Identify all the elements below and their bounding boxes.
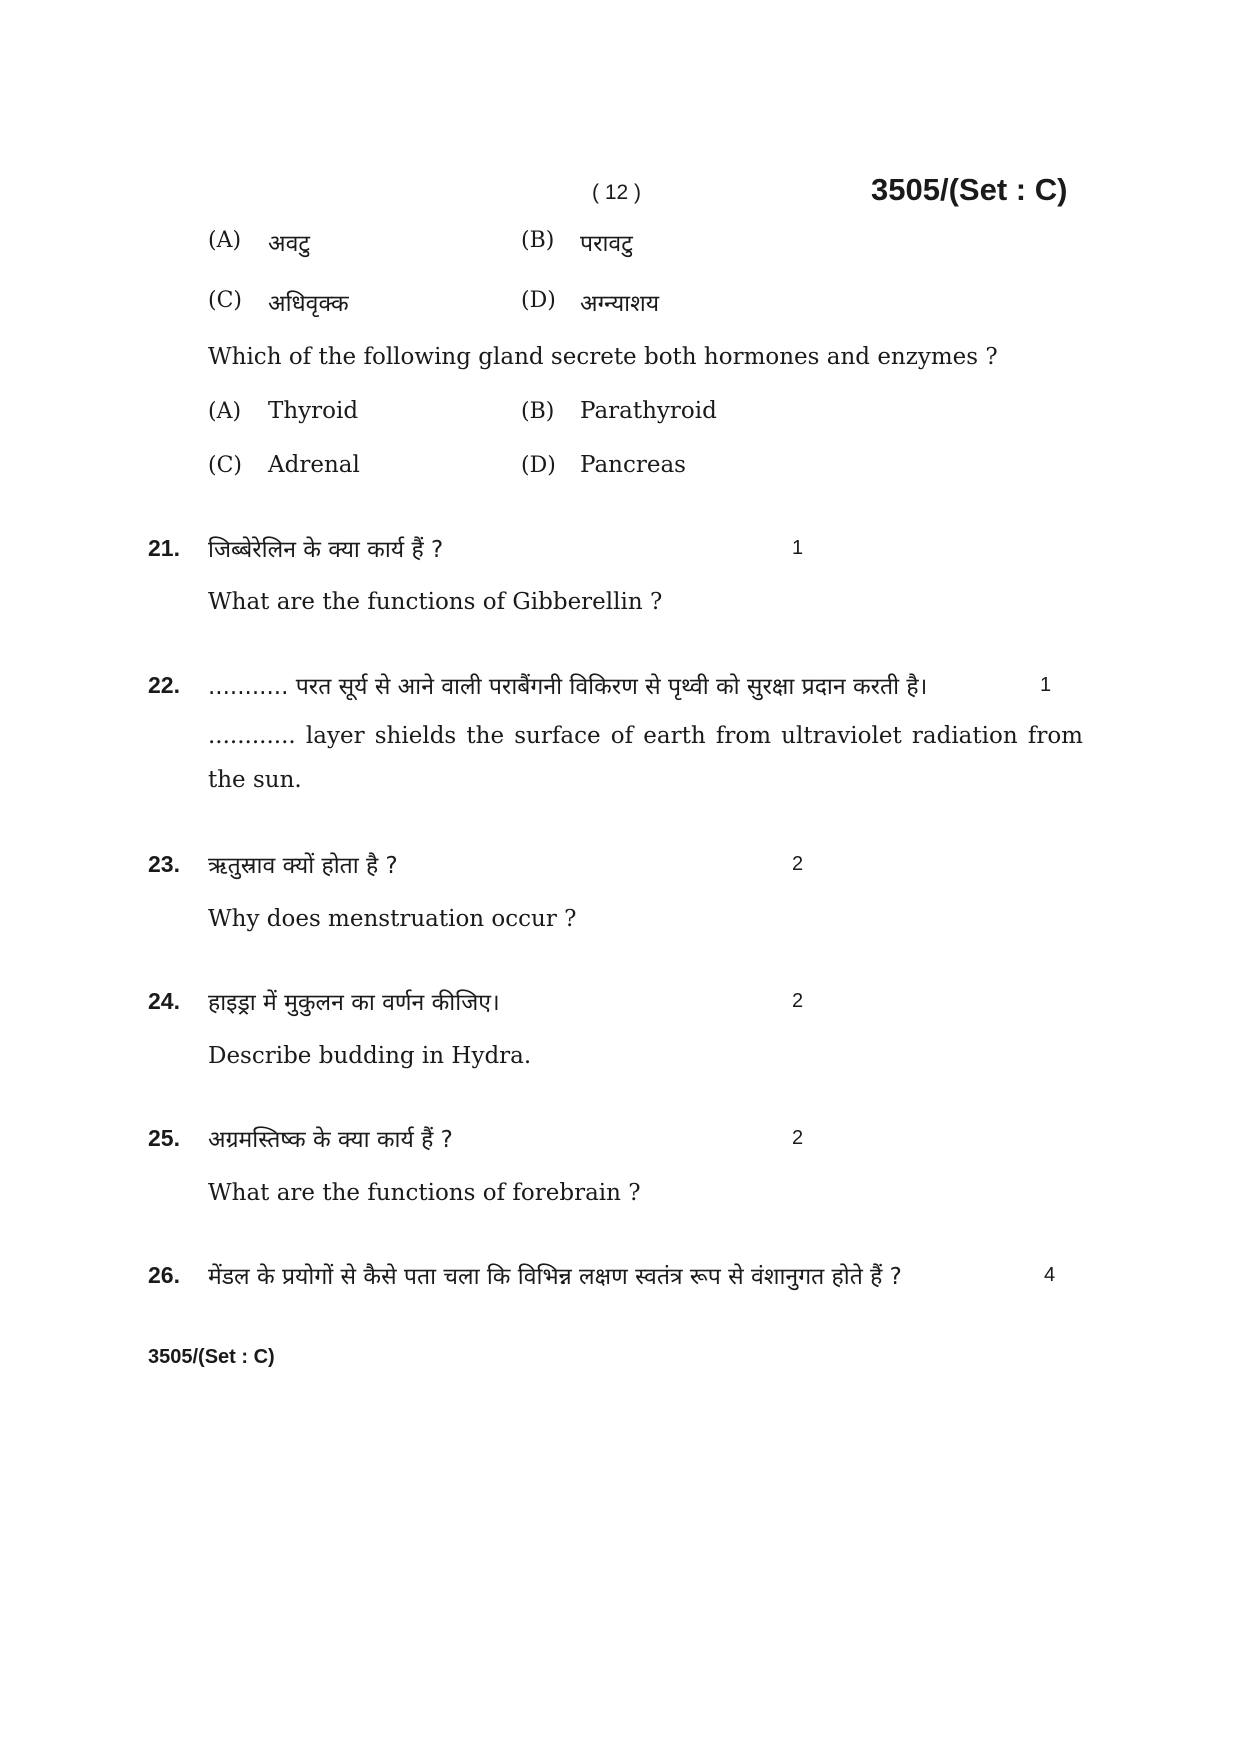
paper-code-header: 3505/(Set : C) (871, 172, 1068, 207)
question-text-en: What are the functions of forebrain ? (208, 1180, 641, 1206)
option-text-en: Parathyroid (580, 398, 717, 424)
question-text-hi: ........... परत सूर्य से आने वाली पराबैंगनी विकिरण से पृथ्वी को सुरक्षा प्रदान करती है। (208, 674, 928, 700)
question-text-hi: ऋतुस्राव क्यों होता है ? (208, 853, 398, 879)
option-text-hi: अग्न्याशय (580, 291, 660, 317)
question-marks: 1 (792, 537, 804, 559)
option-label: (D) (521, 288, 556, 313)
question-number: 21. (148, 535, 180, 561)
option-label: (D) (521, 453, 556, 478)
option-text-en: Pancreas (580, 452, 686, 478)
question-marks: 4 (1044, 1264, 1056, 1286)
option-label: (A) (208, 399, 242, 424)
page-number: ( 12 ) (592, 181, 642, 204)
question-number: 22. (148, 672, 180, 698)
option-label: (B) (521, 399, 555, 424)
question-text-hi: मेंडल के प्रयोगों से कैसे पता चला कि विभिन्न लक्षण स्वतंत्र रूप से वंशानुगत होते हैं ? (208, 1264, 902, 1290)
question-text-en: Which of the following gland secrete both hormones and enzymes ? (208, 344, 998, 370)
option-text-en: Thyroid (268, 398, 359, 424)
question-text-hi: जिब्बेरेलिन के क्या कार्य हैं ? (208, 537, 444, 563)
question-marks: 2 (792, 990, 804, 1012)
question-marks: 2 (792, 1127, 804, 1149)
option-label: (A) (208, 228, 242, 253)
question-text-en: Describe budding in Hydra. (208, 1043, 532, 1069)
question-number: 25. (148, 1125, 180, 1151)
question-number: 24. (148, 988, 180, 1014)
question-text-en: ............ layer shields the surface of earth from ultraviolet radiation from the sun. (208, 723, 1083, 793)
question-text-en: What are the functions of Gibberellin ? (208, 589, 663, 615)
option-label: (C) (208, 288, 242, 313)
question-marks: 2 (792, 853, 804, 875)
option-text-en: Adrenal (268, 452, 360, 478)
question-text-en: Why does menstruation occur ? (208, 906, 577, 932)
option-text-hi: अवटु (268, 231, 310, 257)
question-marks: 1 (1040, 674, 1052, 696)
paper-code-footer: 3505/(Set : C) (148, 1346, 275, 1368)
option-label: (B) (521, 228, 555, 253)
option-text-hi: अधिवृक्क (268, 291, 349, 317)
question-number: 23. (148, 851, 180, 877)
question-number: 26. (148, 1262, 180, 1288)
question-text-hi: अग्रमस्तिष्क के क्या कार्य हैं ? (208, 1127, 453, 1153)
option-label: (C) (208, 453, 242, 478)
question-text-hi: हाइड्रा में मुकुलन का वर्णन कीजिए। (208, 990, 500, 1016)
option-text-hi: परावटु (580, 231, 633, 257)
